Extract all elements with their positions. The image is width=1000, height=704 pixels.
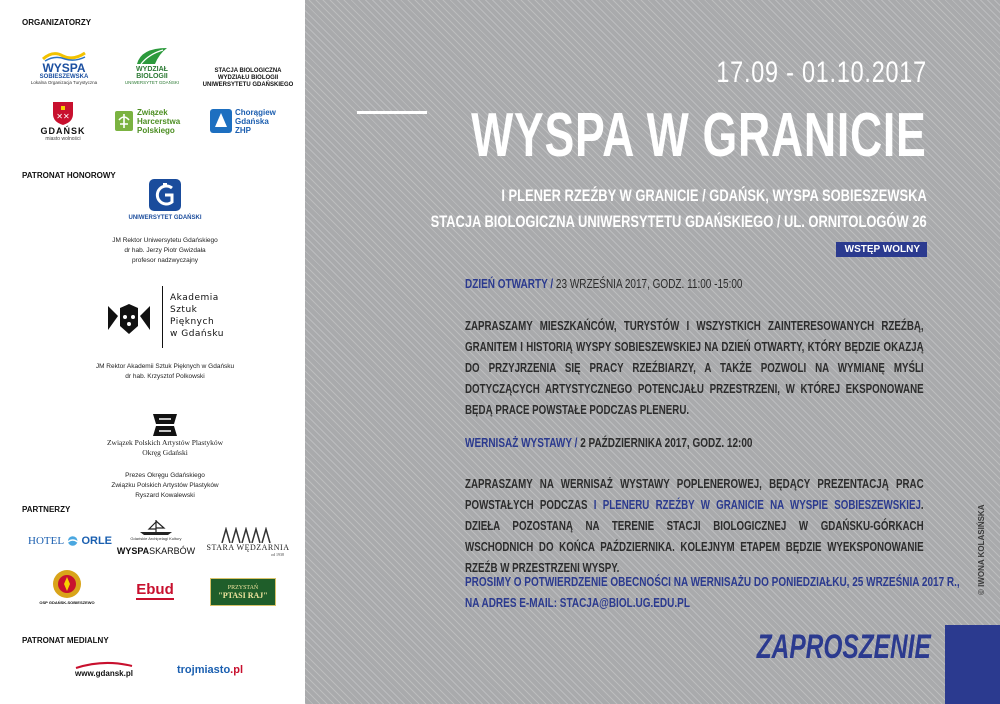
ship-icon — [136, 518, 176, 536]
subtitle-address: STACJA BIOLOGICZNA UNIWERSYTETU GDAŃSKIEGO / UL. ORNITOLOGÓW 26 — [430, 212, 927, 231]
asp-emblem-icon — [104, 302, 154, 336]
invitation-label: ZAPROSZENIE — [756, 628, 931, 666]
vernissage-label: WERNISAŻ WYSTAWY / — [465, 436, 578, 450]
gdansk-name: GDAŃSK — [40, 126, 86, 136]
wyspa-skarbow-logo — [118, 516, 194, 560]
lily-icon — [114, 110, 134, 132]
accent-line — [357, 111, 427, 114]
choragiew-l2: Gdańska — [235, 116, 269, 126]
ug-emblem-icon — [148, 178, 182, 212]
wyspa-skarbow-a: WYSPA — [116, 545, 150, 556]
sail-icon — [210, 109, 232, 133]
media-title: PATRONAT MEDIALNY — [22, 636, 109, 645]
trojmiasto-b: .pl — [230, 664, 244, 676]
wydzial-biologii-logo — [112, 40, 192, 90]
wydzial-l1: WYDZIAŁ — [136, 65, 168, 73]
zhp-l3: Polskiego — [137, 125, 175, 135]
archiwum-small: Gdańskie Archipelagi Kultury — [130, 535, 182, 541]
choragiew-logo — [210, 104, 296, 138]
zpap-l2: Okręg Gdański — [142, 448, 188, 457]
vernissage-paragraph — [465, 474, 924, 579]
wave-icon — [41, 50, 87, 62]
ug-rector — [60, 234, 270, 268]
asp-logo — [104, 282, 244, 348]
trojmiasto-logo — [172, 658, 248, 682]
ug-rector-l2: dr hab. Jerzy Piotr Gwizdała — [124, 247, 206, 254]
przystan-logo — [210, 578, 276, 606]
sponsors-panel — [0, 0, 305, 704]
asp-rector — [50, 360, 280, 384]
rsvp-email[interactable]: NA ADRES E-MAIL: STACJA@BIOL.UG.EDU.PL — [465, 596, 690, 610]
honorary-title: PATRONAT HONOROWY — [22, 171, 116, 180]
wyspa-name: WYSPA — [42, 60, 86, 75]
ug-rector-l3: profesor nadzwyczajny — [131, 257, 199, 264]
przystan-l2: "PTASI RAJ" — [218, 590, 268, 600]
asp-rector-l1: JM Rektor Akademii Sztuk Pięknych w Gdańsku — [95, 363, 235, 370]
open-day-date: 23 WRZEŚNIA 2017, GODZ. 11:00 -15:00 — [553, 277, 743, 291]
photo-credit: © IWONA KOLASIŃSKA — [977, 504, 986, 595]
wydzial-l3: UNIWERSYTET GDAŃSKI — [124, 79, 180, 85]
event-dates: 17.09 - 01.10.2017 — [716, 56, 927, 89]
subtitle-location: / GDAŃSK, WYSPA SOBIESZEWSKA — [698, 186, 927, 205]
osp-label: OSP GDAŃSK-SOBIESZEWO — [39, 599, 95, 605]
gdansk-sub: miasto wolności — [45, 136, 81, 142]
open-day-label: DZIEŃ OTWARTY / — [465, 277, 554, 291]
przystan-l1: PRZYSTAŃ — [227, 584, 259, 591]
open-day-paragraph: ZAPRASZAMY MIESZKAŃCÓW, TURYSTÓW I WSZYSTKICH ZAINTERESOWANYCH RZEŹBĄ, GRANITEM I HISTORIĄ WYSPY SOBIESZEWSKIEJ NA DZIEŃ OTWARTY, KTÓRY BĘDZIE OKAZJĄ DO PRZYJRZENIA SIĘ PRACY RZEŹBIARZY, A TAKŻE POZWOLI NA WYMIANĘ MYŚLI DOTYCZĄCYCH ARTYSTYCZNEGO POTENCJAŁU PRZESTRZENI, W KTÓREJ EKSPONOWANE BĘDĄ PRACE POWSTAŁE PODCZAS PLENERU. — [465, 319, 924, 417]
stara-since: od 1938 — [271, 552, 284, 557]
vernissage-date: 2 PAŹDZIERNIKA 2017, GODZ. 12:00 — [577, 436, 753, 450]
zpap-pres-l3: Ryszard Kowalewski — [135, 492, 195, 499]
asp-l4: w Gdańsku — [170, 329, 224, 339]
hotel-wave-icon — [66, 535, 79, 547]
zhp-l2: Harcerstwa — [137, 116, 181, 126]
hotel-a: HOTEL — [28, 535, 65, 547]
stara-wedzarnia-logo — [204, 520, 292, 564]
vernissage-text-a: ZAPRASZAMY NA WERNISAŻ WYSTAWY POPLENEROWEJ, BĘDĄCY PREZENTACJĄ PRAC POWSTAŁYCH PODCZAS — [465, 477, 924, 512]
ug-name: UNIWERSYTET GDAŃSKI — [128, 214, 202, 221]
zhp-logo — [114, 104, 200, 138]
subtitle-line-1 — [502, 186, 927, 206]
asp-l3: Pięknych — [170, 317, 215, 327]
vernissage-text-c: . DZIEŁA POZOSTANĄ NA TERENIE STACJI BIOLOGICZNEJ W GDAŃSKU-GÓRKACH WSCHODNICH DO KOŃCA PAŹDZIERNIKA. KOLEJNYM ETAPEM BĘDZIE WYEKSPONOWANIE RZEŹB W PRZESTRZENI WYSPY. — [465, 498, 924, 575]
open-day-heading — [465, 277, 743, 291]
svg-text:✕✕: ✕✕ — [56, 112, 70, 121]
gdansk-logo — [32, 96, 94, 146]
ug-rector-l1: JM Rektor Uniwersytetu Gdańskiego — [112, 237, 218, 244]
stacja-l1: STACJA BIOLOGICZNA — [214, 67, 282, 74]
asp-l2: Sztuk — [170, 305, 198, 315]
firefighter-badge-icon — [51, 568, 83, 600]
zpap-president — [80, 470, 250, 502]
organizers-title: ORGANIZATORZY — [22, 18, 92, 27]
invitation-accent-block — [945, 625, 1000, 704]
wyspa-sub: SOBIESZEWSKA — [39, 73, 89, 80]
swoosh-icon — [74, 661, 134, 669]
free-entry-badge: WSTĘP WOLNY — [836, 242, 927, 257]
zhp-l1: Związek — [137, 107, 168, 117]
gdansk-pl: www.gdansk.pl — [75, 668, 133, 678]
choragiew-l3: ZHP — [235, 125, 251, 135]
ug-logo — [120, 174, 210, 224]
stacja-biologiczna-logo — [198, 66, 298, 90]
vernissage-text-b: I PLENERU RZEŹBY W GRANICIE NA WYSPIE SOBIESZEWSKIEJ — [593, 498, 921, 512]
wyspa-skarbow-b: SKARBÓW — [149, 545, 196, 556]
ebud: Ebud — [136, 580, 174, 598]
stacja-l2: WYDZIAŁU BIOLOGII — [217, 74, 279, 81]
choragiew-l1: Chorągiew — [235, 107, 276, 117]
gdansk-pl-logo — [64, 654, 144, 684]
subtitle-plener: I PLENER RZEŹBY W GRANICIE — [501, 186, 699, 205]
stara-wedzarnia: STARA WĘDZARNIA — [206, 543, 290, 552]
asp-divider — [162, 286, 163, 348]
zpap-l1: Związek Polskich Artystów Plastyków — [106, 438, 224, 447]
vernissage-heading — [465, 436, 752, 450]
wyspa-desc: Lokalna Organizacja Turystyczna — [30, 79, 98, 85]
rsvp-line-1: PROSIMY O POTWIERDZENIE OBECNOŚCI NA WERNISAŻU DO PONIEDZIAŁKU, 25 WRZEŚNIA 2017 R., — [465, 575, 960, 589]
hotel-orle-logo — [28, 528, 112, 554]
ebud-logo — [130, 574, 180, 606]
asp-rector-l2: dr hab. Krzysztof Polkowski — [125, 373, 205, 380]
event-title: WYSPA W GRANICIE — [471, 101, 927, 170]
zpap-emblem-icon — [150, 412, 180, 438]
zpap-pres-l1: Prezes Okręgu Gdańskiego — [125, 472, 205, 479]
wydzial-l2: BIOLOGII — [136, 72, 168, 80]
wyspa-sobieszewska-logo — [28, 46, 100, 88]
osp-logo — [28, 562, 106, 610]
zpap-pres-l2: Związku Polskich Artystów Plastyków — [111, 482, 219, 489]
smokehouse-icon — [218, 527, 278, 543]
asp-l1: Akademia — [170, 293, 219, 303]
invitation-panel — [305, 0, 1000, 704]
zpap-logo — [90, 408, 240, 462]
trojmiasto-a: trojmiasto — [176, 664, 231, 676]
gdansk-crest-icon — [51, 100, 75, 126]
leaf-icon — [135, 46, 169, 66]
partners-title: PARTNERZY — [22, 505, 71, 514]
hotel-b: ORLE — [81, 535, 112, 547]
stacja-l3: UNIWERSYTETU GDAŃSKIEGO — [202, 81, 294, 88]
